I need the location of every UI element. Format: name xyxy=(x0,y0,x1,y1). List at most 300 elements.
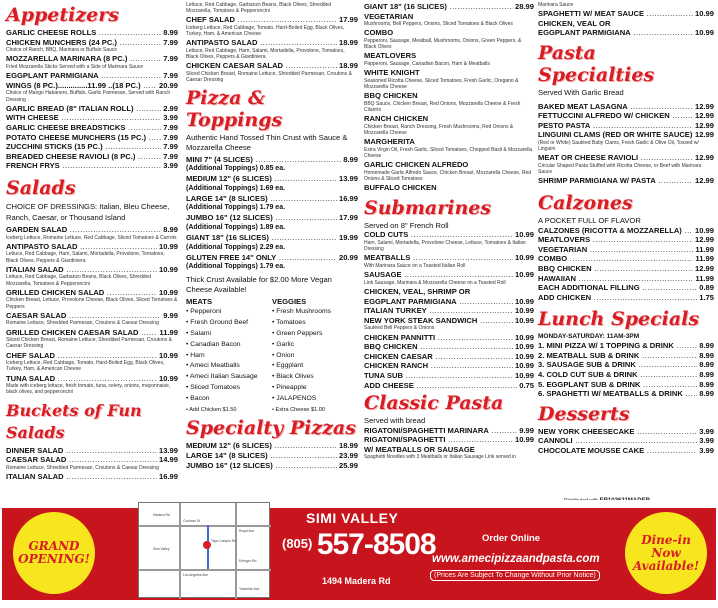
menu-item-price: 10.99 xyxy=(514,306,534,316)
menu-item-line xyxy=(538,245,714,255)
menu-item-line xyxy=(538,235,714,245)
menu-item-line xyxy=(186,38,358,48)
menu-item xyxy=(538,370,714,380)
menu-item-line xyxy=(6,374,178,384)
menu-item-name: ADD CHEESE ..... xyxy=(364,381,517,391)
menu-item-line xyxy=(6,455,178,465)
menu-item-name: COLD CUTS ..... xyxy=(364,230,513,240)
menu-item-price: 10.99 xyxy=(158,264,178,274)
menu-item xyxy=(364,342,534,352)
meat-topping: • Bacon xyxy=(186,394,210,402)
menu-item-name: EGGPLANT PARMIGIANA ..... xyxy=(538,28,693,38)
menu-item-description: Lettuce, Red Cabbage, Garbanzo Beans, Black Olives, Shredded Mozzarella, Tomatoes & Pepperoncini xyxy=(186,2,332,15)
menu-item xyxy=(364,253,534,269)
menu-item xyxy=(538,28,714,38)
meats-list xyxy=(186,307,272,415)
menu-item xyxy=(364,2,534,12)
menu-item-name: GARLIC CHICKEN ALFREDO xyxy=(364,160,469,170)
menu-item xyxy=(6,152,178,162)
menu-item-name: 2. MEATBALL SUB & DRINK ..... xyxy=(538,351,697,361)
menu-item xyxy=(6,81,178,103)
menu-item-line xyxy=(364,253,534,263)
menu-item-name: ITALIAN SALAD ..... xyxy=(6,472,157,482)
meats-column xyxy=(186,296,272,415)
menu-item-name: COMBO ..... xyxy=(538,254,693,264)
menu-item-price: 7.99 xyxy=(163,37,178,47)
menu-item-line xyxy=(364,381,534,391)
menu-item-name: CHICKEN CAESAR ..... xyxy=(364,352,513,362)
subs-list xyxy=(364,230,534,390)
menu-item-description: Homemade Garlic Alfredo Sauce, Chicken Breast, Mozzarella Cheese, Red Onions & Sliced Tomatoes xyxy=(364,169,532,182)
menu-item-line xyxy=(538,111,714,121)
menu-item-price: 10.99 xyxy=(514,315,534,325)
menu-item-line xyxy=(186,451,358,461)
menu-item xyxy=(6,455,178,471)
menu-item-line xyxy=(6,152,178,162)
pizza-size-name: LARGE 14" (8 SLICES) ..... xyxy=(186,194,337,204)
additional-toppings-price: (Additional Toppings) 0.85 ea. xyxy=(186,165,286,173)
buckets-continued-list xyxy=(186,2,358,83)
menu-item-line xyxy=(538,360,714,370)
menu-item xyxy=(538,264,714,274)
menu-item-line xyxy=(6,54,178,64)
price-note: (Prices Are Subject To Change Without Prior Notice) xyxy=(430,570,600,581)
toppings-table xyxy=(186,296,358,415)
menu-item-price: 7.99 xyxy=(163,142,178,152)
menu-item-price: 11.99 xyxy=(695,244,714,254)
menu-item xyxy=(538,380,714,390)
menu-item-price: 12.99 xyxy=(694,120,714,130)
menu-item-price: 12.99 xyxy=(694,130,714,140)
veggie-topping: • Garlic xyxy=(272,340,295,348)
menu-item-price: 10.99 xyxy=(514,342,534,352)
menu-item-name: RIGATONI/SPAGHETTI MARINARA ..... xyxy=(364,426,517,436)
menu-item-description: Choice of Ranch, BBQ, Marinara or Buffalo Sauce xyxy=(6,47,118,54)
city-name: SIMI VALLEY xyxy=(306,510,399,526)
meat-topping: • Sliced Tomatoes xyxy=(186,383,241,391)
menu-item-price: 3.99 xyxy=(163,113,178,123)
menu-item xyxy=(538,351,714,361)
menu-item-line xyxy=(6,446,178,456)
pizza-note: Thick Crust Available for $2.00 More Vegan Cheese Available! xyxy=(186,275,332,294)
menu-item-name: CHICKEN RANCH ..... xyxy=(364,361,513,371)
menu-item-name: TUNA SUB ..... xyxy=(364,371,513,381)
specialty-list xyxy=(186,441,358,470)
menu-item-price: 10.99 xyxy=(694,225,714,235)
menu-item xyxy=(6,446,178,456)
column-4 xyxy=(538,2,714,456)
menu-item-description: (Red or White) Sautéed Baby Clams, Fresh Garlic & Olive Oil, Tossed w/ Linguini xyxy=(538,139,699,153)
menu-item-description: Spaghetti Noodles with 3 Meatballs or Italian Sausage Link served in xyxy=(364,454,517,461)
menu-item-price: 10.99 xyxy=(158,241,178,251)
salads-list xyxy=(6,225,178,396)
menu-item-price: 18.99 xyxy=(338,38,358,48)
menu-item xyxy=(538,389,714,399)
pizza-size-line xyxy=(186,155,358,165)
menu-item-line xyxy=(6,472,178,482)
menu-item xyxy=(538,19,714,29)
menu-item-price: 20.99 xyxy=(158,80,178,90)
menu-item-line xyxy=(6,104,178,114)
menu-item xyxy=(538,102,714,112)
menu-item-price: 3.99 xyxy=(699,426,714,436)
menu-item-name: BUFFALO CHICKEN xyxy=(364,183,437,193)
desserts-title: Desserts xyxy=(538,402,630,425)
website-link[interactable]: www.amecipizzaandpasta.com xyxy=(432,553,600,565)
menu-item-name: CHOCOLATE MOUSSE CAKE ..... xyxy=(538,446,697,456)
menu-item-line xyxy=(6,28,178,38)
menu-item-description: Romaine Lettuce, Shredded Parmesan, Croutons & Caesar Dressing xyxy=(6,320,159,327)
menu-item-price: 8.99 xyxy=(699,350,714,360)
menu-item-line xyxy=(6,38,178,48)
map-label: Erringer Rd xyxy=(239,559,257,563)
pizza-size-name: MEDIUM 12" (6 SLICES) ..... xyxy=(186,174,337,184)
menu-item-price: 11.99 xyxy=(695,273,714,283)
menu-item xyxy=(6,225,178,241)
subs-subtitle: Served on 8" French Roll xyxy=(364,220,449,230)
location-map xyxy=(138,502,270,598)
calzones-list xyxy=(538,226,714,303)
menu-item-line xyxy=(364,230,534,240)
menu-item-line xyxy=(186,15,358,25)
menu-item-description: Chicken Breast, Lettuce, Provolone Cheese, Black Olives, Sliced Tomatoes & Peppers xyxy=(6,297,178,310)
classic-list xyxy=(364,426,534,461)
map-road xyxy=(139,569,271,571)
phone-number[interactable] xyxy=(282,528,436,562)
menu-item-description: Pepperoni, Sausage, Canadian Bacon, Ham & Meatballs xyxy=(364,60,490,67)
menu-item xyxy=(364,68,534,90)
veggie-topping: • Pineapple xyxy=(272,383,307,391)
menu-item-name: CHEF SALAD ..... xyxy=(186,15,337,25)
menu-item xyxy=(6,123,178,133)
menu-item xyxy=(364,114,534,136)
meat-topping: • Add Chicken $1.50 xyxy=(186,406,237,413)
footer-banner xyxy=(0,500,718,608)
menu-item-line xyxy=(538,341,714,351)
menu-item xyxy=(6,28,178,38)
menu-item-line xyxy=(538,274,714,284)
menu-item-price: 8.99 xyxy=(699,341,714,351)
menu-item-name: CHICKEN PANNITTI ..... xyxy=(364,333,513,343)
menu-item-description: Sliced Chicken Breast, Romaine Lettuce, Shredded Parmesan, Croutons & Caesar Dressing xyxy=(186,71,352,84)
menu-item-price: 12.99 xyxy=(694,263,714,273)
menu-item-line xyxy=(538,446,714,456)
menu-item-line xyxy=(186,61,358,71)
menu-item-line xyxy=(538,389,714,399)
menu-item-description: Chicken Breast, Ranch Dressing, Fresh Mushrooms, Red Onions & Mozzarella Cheese xyxy=(364,123,514,136)
menu-item-price: 3.99 xyxy=(163,161,178,171)
classic-subtitle: Served with bread xyxy=(364,416,426,426)
menu-item-description: Fried Mozzarella Sticks Served with a Side of Marinara Sauce xyxy=(6,63,144,70)
menu-item xyxy=(538,293,714,303)
menu-item-name: 3. SAUSAGE SUB & DRINK ..... xyxy=(538,360,697,370)
menu-item-description: Iceberg Lettuce, Red Cabbage, Tomato, Hard-Boiled Egg, Black Olives, Turkey, Ham, & American Cheese xyxy=(186,25,345,38)
menu-item-description: Ham, Salami, Mortadella, Provolone Cheese, Lettuce, Tomatoes & Italian Dressing xyxy=(364,239,526,253)
menu-item-line xyxy=(538,351,714,361)
specialty-title: Specialty Pizzas xyxy=(186,417,356,440)
menu-item-name: JUMBO 16" (12 SLICES) ..... xyxy=(186,461,337,471)
menu-item xyxy=(186,451,358,461)
menu-item-price: 2.99 xyxy=(163,103,178,113)
menu-item xyxy=(186,61,358,83)
menu-item xyxy=(6,288,178,310)
veggie-topping: • Eggplant xyxy=(272,362,304,370)
menu-item-name: GIANT 18" (16 SLICES) ..... xyxy=(364,2,513,12)
pasta-specialties-list xyxy=(538,102,714,186)
menu-item-name: GARLIC BREAD (8" ITALIAN ROLL) ..... xyxy=(6,104,161,114)
menu-item-name: CHICKEN MUNCHERS (24 PC.) ..... xyxy=(6,38,161,48)
menu-item xyxy=(538,360,714,370)
menu-item-description: Lettuce, Red Cabbage, Ham, Salami, Mortadella, Provolone, Tomatoes, Black Olives, Peppers & Giardiniera xyxy=(186,48,345,61)
menu-item-name: EACH ADDITIONAL FILLING ..... xyxy=(538,283,697,293)
pizza-size-price: 19.99 xyxy=(338,232,358,242)
menu-item-name: EGGPLANT PARMIGIANA ..... xyxy=(6,71,161,81)
menu-item-description: Choice of Mango Habanero, Buffalo, Garlic Parmesan, Served with Ranch Dressing xyxy=(6,90,171,103)
menu-item-name: BBQ CHICKEN ..... xyxy=(538,264,693,274)
menu-item-price: 10.99 xyxy=(694,9,714,19)
menu-item-price: 3.99 xyxy=(699,446,714,456)
menu-item-name: MOZZARELLA MARINARA (8 PC.) ..... xyxy=(6,54,161,64)
menu-item xyxy=(364,160,534,182)
meat-topping: • Ameci Italian Sausage xyxy=(186,373,258,381)
menu-item-name: CANNOLI ..... xyxy=(538,436,697,446)
menu-item xyxy=(186,2,358,14)
pizza-size-name: MINI 7" (4 SLICES) ..... xyxy=(186,155,341,165)
menu-item-line xyxy=(364,333,534,343)
meat-topping: • Canadian Bacon xyxy=(186,340,241,348)
menu-item-price: 10.99 xyxy=(514,253,534,263)
menu-item xyxy=(364,426,534,436)
menu-item-name: SAUSAGE ..... xyxy=(364,270,513,280)
menu-item-name: GARLIC CHEESE BREADSTICKS ..... xyxy=(6,123,161,133)
menu-item-line xyxy=(364,426,534,436)
menu-item-price: 7.99 xyxy=(163,122,178,132)
pizza-sizes-list xyxy=(186,155,358,273)
menu-item-line xyxy=(364,2,534,12)
menu-item-description: Iceberg Lettuce, Red Cabbage, Tomato, Hard-Boiled Egg, Black Olives, Turkey, Ham, & American Cheese xyxy=(6,360,165,373)
lunch-subtitle: MONDAY-SATURDAY: 11AM-3PM xyxy=(538,333,640,341)
menu-item-price: 14.99 xyxy=(158,455,178,465)
menu-item xyxy=(538,235,714,245)
menu-item-name: ITALIAN TURKEY ..... xyxy=(364,306,513,316)
menu-item-name: MEATLOVERS ..... xyxy=(538,235,693,245)
menu-item-name: SHRIMP PARMIGIANA W/ PASTA ..... xyxy=(538,176,693,186)
menu-item-name: MEATBALLS ..... xyxy=(364,253,513,263)
menu-item xyxy=(364,270,534,286)
menu-item-name: RANCH CHICKEN xyxy=(364,114,429,124)
menu-item-price: 3.99 xyxy=(699,436,714,446)
lunch-list xyxy=(538,341,714,399)
menu-item-line xyxy=(6,142,178,152)
menu-item-name: 1. MINI PIZZA W/ 1 TOPPING & DRINK ..... xyxy=(538,341,697,351)
menu-item-line xyxy=(6,71,178,81)
map-label: Tapo Canyon Rd xyxy=(211,539,237,543)
menu-item xyxy=(6,71,178,81)
menu-item-price: 10.99 xyxy=(514,270,534,280)
menu-item-name: CAESAR SALAD ..... xyxy=(6,455,157,465)
phone-digits: 557-8508 xyxy=(316,528,436,561)
menu-item xyxy=(6,104,178,114)
menu-item-line xyxy=(538,427,714,437)
menu-item-name: MEAT OR CHEESE RAVIOLI ..... xyxy=(538,153,693,163)
menu-item-line xyxy=(364,297,534,307)
menu-item xyxy=(538,111,714,121)
menu-item-name: LARGE 14" (8 SLICES) ..... xyxy=(186,451,337,461)
menu-item xyxy=(364,316,534,332)
menu-item xyxy=(6,133,178,143)
menu-item xyxy=(6,38,178,54)
menu-item-line xyxy=(538,283,714,293)
menu-item-line xyxy=(538,176,714,186)
menu-item-line xyxy=(186,441,358,451)
map-label: Los Angeles Ave xyxy=(183,573,209,577)
menu-item-line xyxy=(6,288,178,298)
veggie-topping: • Extra Cheese $1.00 xyxy=(272,406,325,413)
menu-item-name: EGGPLANT PARMIGIANA ..... xyxy=(364,297,513,307)
menu-item-price: 12.99 xyxy=(694,235,714,245)
menu-item-name: ZUCCHINI STICKS (15 PC.) ..... xyxy=(6,142,161,152)
menu-item-description: Sliced Chicken Breast, Romaine Lettuce, Shredded Parmesan, Croutons & Caesar Dressing xyxy=(6,337,172,350)
meat-topping: • Salami xyxy=(186,329,212,337)
specialty-continued-list xyxy=(364,2,534,193)
menu-item-name: CALZONES (RICOTTA & MOZZARELLA) ..... xyxy=(538,226,693,236)
menu-item-description: Circular Shaped Pasta Stuffed with Ricotta Cheese, or Beef with Marinara Sauce xyxy=(538,162,702,176)
menu-item-description: BBQ Sauce, Chicken Breast, Red Onions, Mozzarella Cheese & Fresh Cilantro xyxy=(364,100,521,113)
column-3 xyxy=(364,2,534,462)
pizza-size-price: 8.99 xyxy=(343,154,358,164)
menu-item xyxy=(538,245,714,255)
menu-item-price: 7.99 xyxy=(163,71,178,81)
pizza-size-line xyxy=(186,174,358,184)
appetizers-list xyxy=(6,28,178,171)
address: 1494 Madera Rd xyxy=(322,576,391,586)
menu-item-line xyxy=(364,435,534,445)
classic-continued-list xyxy=(538,9,714,38)
menu-item-name: ANTIPASTO SALAD ..... xyxy=(186,38,337,48)
menu-item-name: 6. SPAGHETTI W/ MEATBALLS & DRINK ..... xyxy=(538,389,697,399)
menu-item-price: 10.99 xyxy=(158,350,178,360)
menu-item xyxy=(538,283,714,293)
veggie-topping: • Black Olives xyxy=(272,373,314,381)
menu-item xyxy=(364,230,534,252)
menu-item-name: CHICKEN CAESAR SALAD ..... xyxy=(186,61,337,71)
menu-item-name: BBQ CHICKEN ..... xyxy=(364,342,513,352)
menu-item xyxy=(364,445,534,461)
menu-item xyxy=(6,328,178,350)
menu-item-line xyxy=(6,225,178,235)
menu-item-price: 10.99 xyxy=(514,230,534,240)
salads-title: Salads xyxy=(6,176,76,199)
pizza-size-name: JUMBO 16" (12 SLICES) ..... xyxy=(186,213,337,223)
menu-item-price: 10.99 xyxy=(514,370,534,380)
menu-item xyxy=(364,51,534,67)
menu-item xyxy=(364,333,534,343)
menu-item-price: 8.99 xyxy=(699,389,714,399)
meat-topping: • Ham xyxy=(186,351,205,359)
menu-item-name: 5. EGGPLANT SUB & DRINK ..... xyxy=(538,380,697,390)
menu-item xyxy=(364,381,534,391)
menu-item-line xyxy=(364,352,534,362)
menu-item-description: Sautéed Bell Peppers & Onions xyxy=(364,325,435,332)
menu-item-line xyxy=(6,328,178,338)
menu-item xyxy=(364,371,534,381)
menu-item-name: CHICKEN, VEAL, SHRIMP OR xyxy=(364,286,471,296)
buckets-title: Buckets of Fun Salads xyxy=(6,400,142,442)
menu-item xyxy=(538,9,714,19)
menu-item xyxy=(364,137,534,159)
veggies-heading: VEGGIES xyxy=(272,297,307,307)
calzones-title: Calzones xyxy=(538,191,633,214)
menu-item xyxy=(364,352,534,362)
menu-item-price: 11.99 xyxy=(695,254,714,264)
additional-toppings-price: (Additional Toppings) 1.79 ea. xyxy=(186,204,286,212)
meat-topping: • Pepperoni xyxy=(186,308,222,316)
menu-item xyxy=(186,461,358,471)
column-2 xyxy=(186,2,358,470)
menu-item xyxy=(538,226,714,236)
order-online-label: Order Online xyxy=(482,533,541,544)
menu-item-description: Romaine Lettuce, Shredded Parmesan, Croutons & Caesar Dressing xyxy=(6,464,159,471)
menu-item-price: 18.99 xyxy=(338,441,358,451)
menu-item xyxy=(364,435,534,445)
veggies-list xyxy=(272,307,358,415)
menu-item xyxy=(186,15,358,37)
menu-item-name: CHICKEN, VEAL OR xyxy=(538,18,611,28)
menu-item-name: BAKED MEAT LASAGNA ..... xyxy=(538,102,693,112)
menu-item-description: Pepperoni, Sausage, Meatball, Mushrooms, Onions, Green Peppers, & Black Olives xyxy=(364,37,522,51)
menu-item xyxy=(6,54,178,70)
pizza-size-line xyxy=(186,213,358,223)
menu-item-price: 8.99 xyxy=(163,28,178,37)
menu-item-price: 10.99 xyxy=(158,287,178,297)
veggie-topping: • Onion xyxy=(272,351,295,359)
menu-item-line xyxy=(364,270,534,280)
menu-item-line xyxy=(538,102,714,112)
menu-item xyxy=(538,341,714,351)
menu-item-name: WITH CHEESE ..... xyxy=(6,113,161,123)
menu-item-line xyxy=(6,242,178,252)
menu-item xyxy=(6,265,178,287)
meats-heading: MEATS xyxy=(186,297,213,307)
map-road xyxy=(179,503,181,599)
meat-topping: • Ameci Meatballs xyxy=(186,362,240,370)
menu-item xyxy=(364,306,534,316)
menu-item-price: 18.99 xyxy=(338,61,358,71)
map-label: Cochran St xyxy=(183,519,200,523)
menu-item xyxy=(364,91,534,113)
menu-item xyxy=(538,176,714,186)
menu-item-description: Lettuce, Red Cabbage, Ham, Salami, Mortadella, Provolone, Tomatoes, Black Olives, Peppers & Giardiniera xyxy=(6,251,165,264)
pizza-title: Pizza & Toppings xyxy=(186,87,283,132)
map-pin-icon xyxy=(203,541,211,549)
pizza-size-price: 17.99 xyxy=(338,213,358,223)
pizza-size-line xyxy=(186,233,358,243)
column-1 xyxy=(6,2,178,482)
pizza-size-line xyxy=(186,194,358,204)
map-label: Royal Ave xyxy=(239,529,255,533)
menu-item-price: 11.99 xyxy=(159,327,178,337)
additional-toppings-price: (Additional Toppings) 1.89 ea. xyxy=(186,223,286,231)
menu-item-price: 12.99 xyxy=(694,101,714,111)
menu-item-price: 10.99 xyxy=(158,373,178,383)
menu-item xyxy=(6,374,178,396)
menu-item-price: 12.99 xyxy=(694,176,714,186)
menu-item xyxy=(538,254,714,264)
menu-item-price: 1.75 xyxy=(699,292,714,302)
menu-item-name: BBQ CHICKEN xyxy=(364,91,418,101)
menu-item-name: NEW YORK CHEESECAKE ..... xyxy=(538,427,697,437)
menu-item-line xyxy=(538,121,714,131)
